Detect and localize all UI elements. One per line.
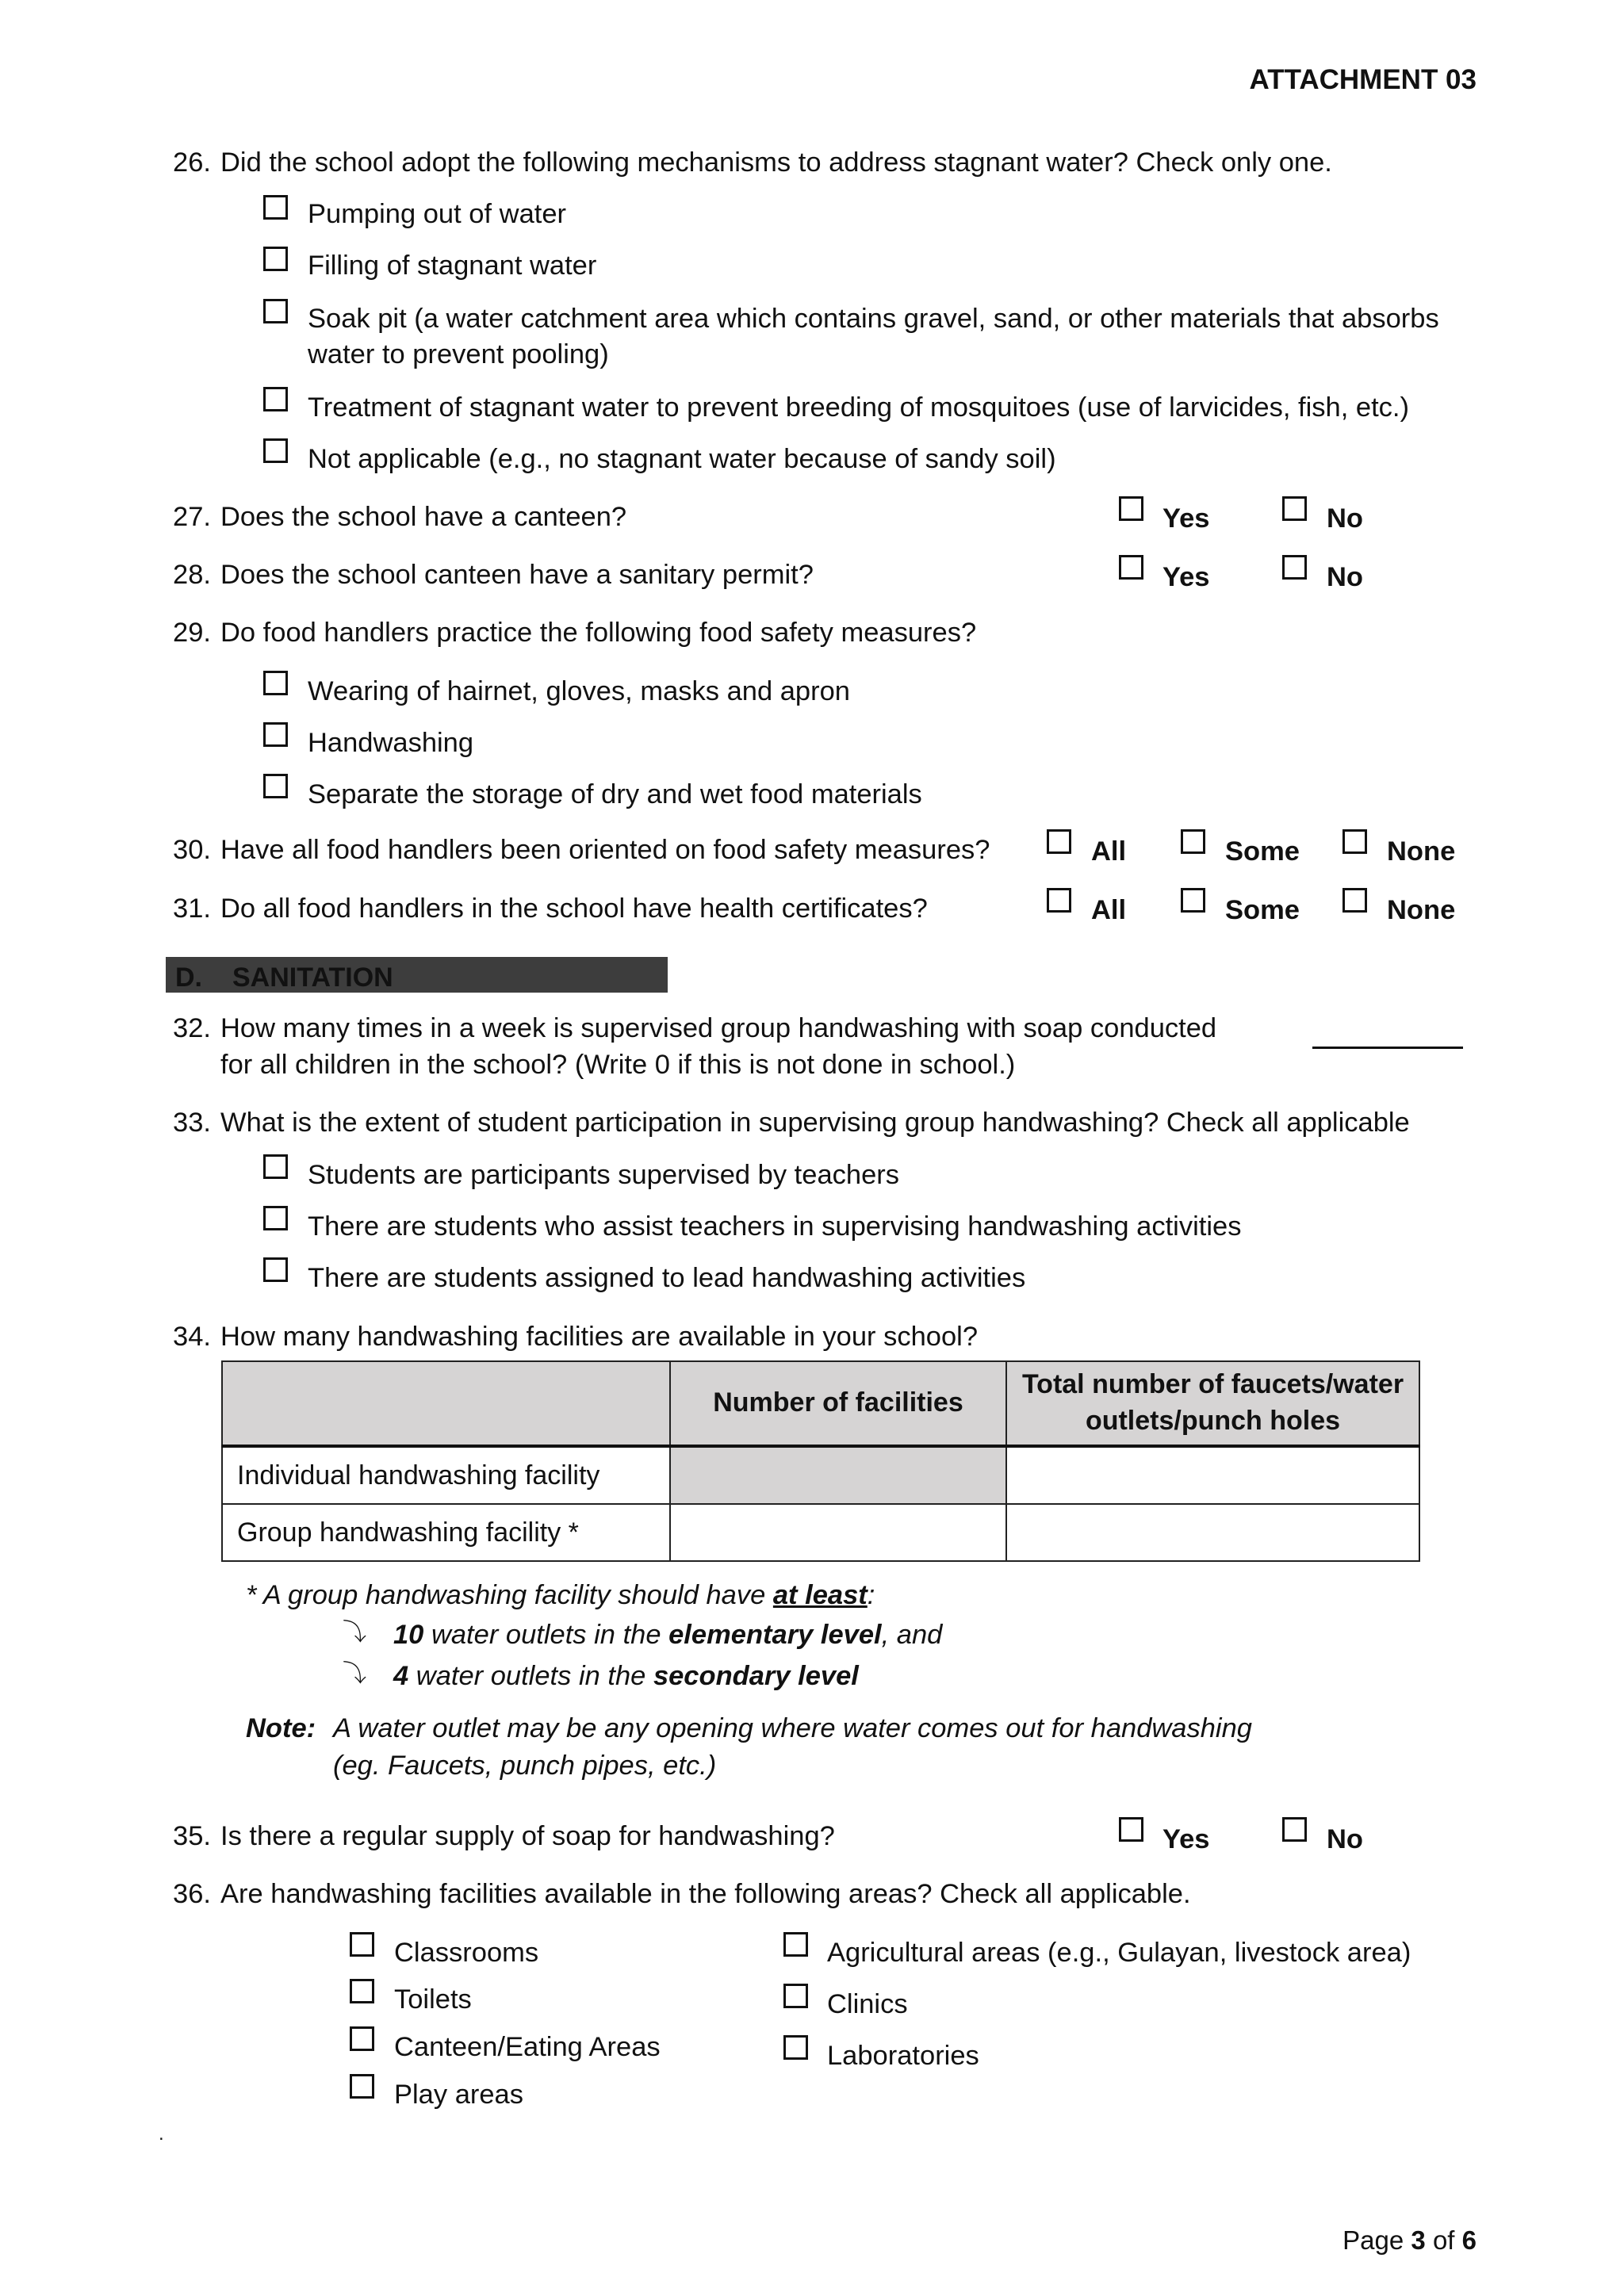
q30-some-checkbox[interactable]: [1181, 829, 1205, 854]
q36-option-toilets: Toilets: [394, 1984, 472, 2015]
q30-text: Have all food handlers been oriented on food safety measures?: [220, 835, 990, 865]
bullet1-number: 10: [393, 1620, 424, 1650]
q35-yes-checkbox[interactable]: [1119, 1817, 1143, 1842]
q33-text: What is the extent of student participation in supervising group handwashing? Check all applicable: [220, 1108, 1410, 1138]
table-header-blank: [222, 1361, 670, 1446]
q26-option-5: Not applicable (e.g., no stagnant water because of sandy soil): [308, 444, 1056, 474]
arrow-bullet-icon: ⤵: [343, 1661, 366, 1687]
q27-yes-label: Yes: [1162, 503, 1210, 534]
note-label: Note:: [246, 1713, 316, 1743]
group-faucets-cell[interactable]: [1006, 1504, 1419, 1561]
q29-option-1: Wearing of hairnet, gloves, masks and apron: [308, 676, 850, 706]
q29-option-2: Handwashing: [308, 728, 474, 758]
q36-option-clinics: Clinics: [827, 1989, 908, 2019]
q26-checkbox-2[interactable]: [263, 247, 288, 271]
q32-text-line2: for all children in the school? (Write 0 if this is not done in school.): [220, 1050, 1016, 1080]
page-mid: of: [1425, 2225, 1462, 2255]
q30-none-checkbox[interactable]: [1342, 829, 1367, 854]
q31-all-label: All: [1091, 895, 1127, 925]
q29-checkbox-3[interactable]: [263, 774, 288, 798]
arrow-bullet-icon: ⤵: [343, 1620, 366, 1646]
q36-option-classrooms: Classrooms: [394, 1938, 539, 1968]
table-row: [222, 1504, 1419, 1561]
q27-number: 27.: [173, 502, 211, 532]
col-number-of-facilities: Number of facilities: [713, 1387, 963, 1418]
q31-number: 31.: [173, 894, 211, 924]
q26-text: Did the school adopt the following mechanisms to address stagnant water? Check only one.: [220, 147, 1332, 178]
facilities-table: [221, 1360, 1420, 1562]
q36-option-canteen: Canteen/Eating Areas: [394, 2032, 661, 2062]
q28-yes-checkbox[interactable]: [1119, 555, 1143, 580]
q26-number: 26.: [173, 147, 211, 178]
page-prefix: Page: [1342, 2225, 1411, 2255]
bullet1-end: , and: [881, 1620, 943, 1650]
section-d-header: [166, 957, 668, 993]
table-header-faucets: [1006, 1361, 1419, 1446]
q28-no-checkbox[interactable]: [1282, 555, 1307, 580]
footnote-bullet-1: [393, 1617, 942, 1653]
q31-some-label: Some: [1225, 895, 1300, 925]
q29-text: Do food handlers practice the following food safety measures?: [220, 618, 977, 648]
footnote-line: [246, 1578, 875, 1613]
q36-option-agricultural: Agricultural areas (e.g., Gulayan, livestock area): [827, 1938, 1411, 1968]
q36-checkbox-toilets[interactable]: [350, 1979, 374, 2003]
q33-option-3: There are students assigned to lead handwashing activities: [308, 1263, 1026, 1293]
q32-number: 32.: [173, 1013, 211, 1043]
q35-yes-label: Yes: [1162, 1824, 1210, 1854]
bullet1-mid: water outlets in the: [423, 1620, 669, 1650]
q26-checkbox-3[interactable]: [263, 299, 288, 323]
q28-no-label: No: [1327, 562, 1363, 592]
q31-some-checkbox[interactable]: [1181, 888, 1205, 913]
section-d-letter: D.: [175, 962, 202, 993]
q33-option-1: Students are participants supervised by teachers: [308, 1160, 899, 1190]
q30-none-label: None: [1387, 836, 1456, 867]
q36-checkbox-laboratories[interactable]: [783, 2035, 808, 2060]
q27-no-checkbox[interactable]: [1282, 496, 1307, 521]
footnote-emphasis: at least: [772, 1580, 868, 1610]
q29-number: 29.: [173, 618, 211, 648]
q32-answer-blank[interactable]: [1312, 1047, 1463, 1049]
table-row: [222, 1446, 1419, 1504]
footnote-prefix: * A group handwashing facility should have: [246, 1580, 773, 1610]
table-header-row: [222, 1361, 1419, 1446]
q29-checkbox-1[interactable]: [263, 671, 288, 695]
q35-no-label: No: [1327, 1824, 1363, 1854]
q33-number: 33.: [173, 1108, 211, 1138]
q35-text: Is there a regular supply of soap for handwashing?: [220, 1821, 835, 1851]
q33-checkbox-2[interactable]: [263, 1206, 288, 1230]
q31-all-checkbox[interactable]: [1047, 888, 1071, 913]
row-group-label: Group handwashing facility *: [222, 1504, 670, 1561]
q30-some-label: Some: [1225, 836, 1300, 867]
q36-option-play-areas: Play areas: [394, 2080, 523, 2110]
q35-no-checkbox[interactable]: [1282, 1817, 1307, 1842]
q29-option-3: Separate the storage of dry and wet food materials: [308, 779, 922, 809]
q31-text: Do all food handlers in the school have health certificates?: [220, 894, 928, 924]
q27-no-label: No: [1327, 503, 1363, 534]
q27-text: Does the school have a canteen?: [220, 502, 627, 532]
q29-checkbox-2[interactable]: [263, 722, 288, 747]
q26-option-3: Soak pit (a water catchment area which contains gravel, sand, or other materials that absorbs: [308, 304, 1439, 334]
q34-text: How many handwashing facilities are available in your school?: [220, 1322, 979, 1352]
q36-checkbox-clinics[interactable]: [783, 1984, 808, 2008]
footnote-bullet-2: [393, 1659, 859, 1694]
q34-number: 34.: [173, 1322, 211, 1352]
q36-checkbox-canteen[interactable]: [350, 2026, 374, 2051]
note-line2: (eg. Faucets, punch pipes, etc.): [333, 1751, 717, 1781]
q31-none-label: None: [1387, 895, 1456, 925]
page-number: [1342, 2224, 1477, 2258]
note-line1: A water outlet may be any opening where water comes out for handwashing: [333, 1713, 1252, 1743]
col-faucets-line1: Total number of faucets/water: [1021, 1369, 1404, 1400]
q31-none-checkbox[interactable]: [1342, 888, 1367, 913]
bullet2-mid: water outlets in the: [408, 1661, 653, 1691]
q30-number: 30.: [173, 835, 211, 865]
footnote-suffix: :: [867, 1580, 875, 1610]
page-current: 3: [1411, 2225, 1426, 2255]
table-header-facilities: [670, 1361, 1006, 1446]
q27-yes-checkbox[interactable]: [1119, 496, 1143, 521]
q36-checkbox-classrooms[interactable]: [350, 1932, 374, 1957]
q26-checkbox-1[interactable]: [263, 195, 288, 220]
bullet2-number: 4: [393, 1661, 409, 1691]
col-faucets-line2: outlets/punch holes: [1085, 1406, 1341, 1436]
row-individual-label: Individual handwashing facility: [222, 1446, 670, 1504]
stray-mark: .: [159, 2123, 164, 2145]
q35-number: 35.: [173, 1821, 211, 1851]
q36-option-laboratories: Laboratories: [827, 2041, 979, 2071]
q26-option-2: Filling of stagnant water: [308, 251, 597, 281]
q36-checkbox-play-areas[interactable]: [350, 2074, 374, 2099]
section-d-title: SANITATION: [232, 962, 393, 993]
q26-checkbox-4[interactable]: [263, 387, 288, 411]
q36-text: Are handwashing facilities available in the following areas? Check all applicable.: [220, 1879, 1191, 1909]
q36-number: 36.: [173, 1879, 211, 1909]
q26-option-3-cont: water to prevent pooling): [308, 339, 609, 369]
individual-facilities-cell: [670, 1446, 1006, 1504]
group-facilities-cell[interactable]: [670, 1504, 1006, 1561]
q28-yes-label: Yes: [1162, 562, 1210, 592]
q33-option-2: There are students who assist teachers in supervising handwashing activities: [308, 1211, 1242, 1242]
q26-option-1: Pumping out of water: [308, 199, 567, 229]
q33-checkbox-1[interactable]: [263, 1154, 288, 1179]
q28-text: Does the school canteen have a sanitary permit?: [220, 560, 814, 590]
q26-option-4: Treatment of stagnant water to prevent breeding of mosquitoes (use of larvicides, fish, etc.): [308, 392, 1409, 423]
q33-checkbox-3[interactable]: [263, 1257, 288, 1282]
q30-all-checkbox[interactable]: [1047, 829, 1071, 854]
q28-number: 28.: [173, 560, 211, 590]
q36-checkbox-agricultural[interactable]: [783, 1932, 808, 1957]
attachment-label: ATTACHMENT 03: [1249, 64, 1477, 95]
q30-all-label: All: [1091, 836, 1127, 867]
individual-faucets-cell[interactable]: [1006, 1446, 1419, 1504]
q26-checkbox-5[interactable]: [263, 438, 288, 463]
bullet1-level: elementary level: [668, 1620, 882, 1650]
page-total: 6: [1461, 2225, 1477, 2255]
q32-text-line1: How many times in a week is supervised group handwashing with soap conducted: [220, 1013, 1217, 1043]
bullet2-level: secondary level: [653, 1661, 859, 1691]
